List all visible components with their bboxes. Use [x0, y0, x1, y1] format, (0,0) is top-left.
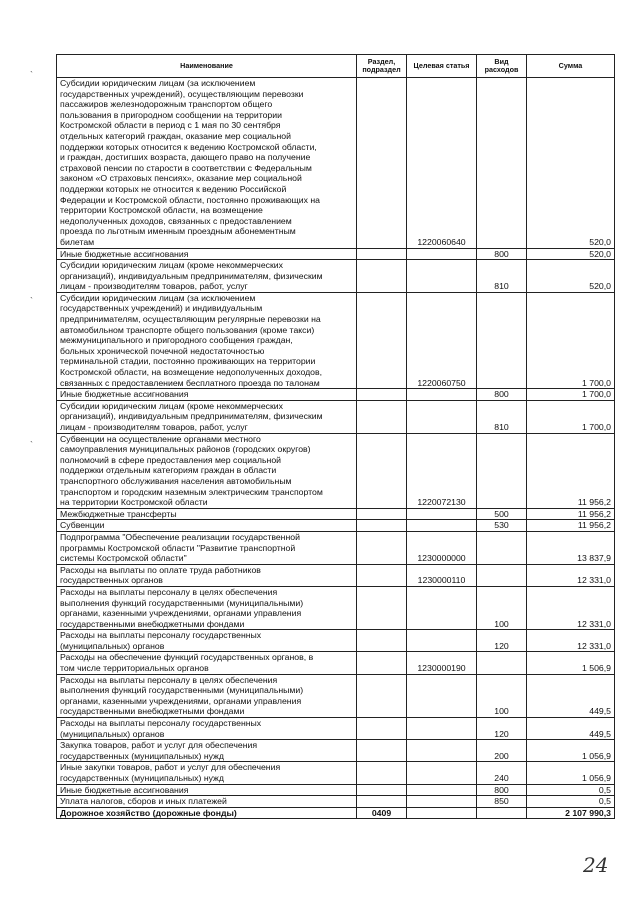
margin-mark: ` [30, 296, 33, 306]
cell-name: Расходы на обеспечение функций государственных органов, в том числе территориальных органов [57, 652, 357, 674]
cell-section: 0409 [357, 807, 407, 819]
cell-sum: 1 700,0 [527, 389, 615, 401]
cell-section [357, 630, 407, 652]
cell-kind [477, 78, 527, 249]
cell-kind [477, 564, 527, 586]
cell-article [407, 762, 477, 784]
header-sum: Сумма [527, 55, 615, 78]
cell-sum: 449,5 [527, 674, 615, 717]
table-row [57, 674, 615, 717]
cell-section [357, 586, 407, 629]
cell-section [357, 531, 407, 564]
table-row [57, 807, 615, 819]
page-number: 24 [583, 853, 609, 877]
cell-name: Иные бюджетные ассигнования [57, 784, 357, 796]
cell-sum: 520,0 [527, 78, 615, 249]
cell-section [357, 652, 407, 674]
cell-name: Субвенции [57, 520, 357, 532]
cell-article: 1220060640 [407, 78, 477, 249]
cell-article [407, 807, 477, 819]
cell-kind: 240 [477, 762, 527, 784]
cell-sum: 520,0 [527, 260, 615, 293]
table-row [57, 248, 615, 260]
cell-name: Субсидии юридическим лицам (за исключением государственных учреждений) и индивидуальным предпринимателям, осуществляющим регулярные перевозки на автомобильном транспорте общего пользования (кроме такси) межмуниципального и пригородного сообщения граждан, больных хронической почечной недостаточностью терминальной стадии, постоянно проживающих на территории Костромской области, на возмещение недополученных доходов, связанных с предоставлением бесплатного проезда по талонам [57, 292, 357, 388]
cell-article [407, 248, 477, 260]
table-row [57, 400, 615, 433]
cell-article [407, 520, 477, 532]
cell-kind [477, 433, 527, 508]
cell-kind: 800 [477, 389, 527, 401]
cell-name: Межбюджетные трансферты [57, 508, 357, 520]
cell-article [407, 674, 477, 717]
cell-name: Иные бюджетные ассигнования [57, 248, 357, 260]
cell-section [357, 508, 407, 520]
cell-article [407, 389, 477, 401]
cell-kind [477, 531, 527, 564]
table-header-row [57, 55, 615, 78]
cell-kind: 200 [477, 740, 527, 762]
cell-article [407, 400, 477, 433]
header-name: Наименование [57, 55, 357, 78]
cell-sum: 1 700,0 [527, 400, 615, 433]
cell-kind [477, 292, 527, 388]
cell-name: Закупка товаров, работ и услуг для обеспечения государственных (муниципальных) нужд [57, 740, 357, 762]
cell-kind: 500 [477, 508, 527, 520]
table-row [57, 531, 615, 564]
cell-name: Расходы на выплаты по оплате труда работников государственных органов [57, 564, 357, 586]
budget-table [56, 54, 615, 819]
cell-section [357, 389, 407, 401]
cell-kind [477, 807, 527, 819]
cell-section [357, 796, 407, 808]
cell-sum: 449,5 [527, 718, 615, 740]
cell-article: 1230000190 [407, 652, 477, 674]
cell-section [357, 400, 407, 433]
cell-article [407, 796, 477, 808]
cell-section [357, 248, 407, 260]
margin-mark: ` [30, 70, 33, 80]
cell-sum: 0,5 [527, 796, 615, 808]
cell-sum: 0,5 [527, 784, 615, 796]
cell-section [357, 718, 407, 740]
table-row [57, 586, 615, 629]
cell-sum: 1 700,0 [527, 292, 615, 388]
cell-kind: 850 [477, 796, 527, 808]
cell-section [357, 433, 407, 508]
table-row [57, 740, 615, 762]
cell-sum: 12 331,0 [527, 630, 615, 652]
table-row [57, 796, 615, 808]
cell-sum: 1 056,9 [527, 740, 615, 762]
cell-section [357, 762, 407, 784]
table-row [57, 292, 615, 388]
cell-sum: 12 331,0 [527, 586, 615, 629]
cell-name: Субсидии юридическим лицам (за исключением государственных учреждений), осуществляющим перевозки пассажиров железнодорожным транспортом общего пользования в пригородном сообщении на территории Костромской области в период с 1 мая по 30 сентября отдельных категорий граждан, оказание мер социальной поддержки которых относится к ведению Костромской области, и граждан, достигших возраста, дающего право на получение страховой пенсии по старости в соответствии с Федеральным законом «О страховых пенсиях», оказание мер социальной поддержки которых не относится к ведению Российской Федерации и Костромской области, постоянно проживающих на территории Костромской области, на возмещение недополученных доходов, связанных с предоставлением проезда по льготным именным проездным абонементным билетам [57, 78, 357, 249]
cell-sum: 11 956,2 [527, 520, 615, 532]
table-row [57, 784, 615, 796]
table-row [57, 564, 615, 586]
cell-name: Расходы на выплаты персоналу в целях обеспечения выполнения функций государственными (муниципальными) органами, казенными учреждениями, органами управления государственными внебюджетными фондами [57, 586, 357, 629]
cell-kind: 800 [477, 784, 527, 796]
table-row [57, 520, 615, 532]
table-row [57, 389, 615, 401]
cell-name: Расходы на выплаты персоналу государственных (муниципальных) органов [57, 630, 357, 652]
cell-name: Подпрограмма "Обеспечение реализации государственной программы Костромской области "Развитие транспортной системы Костромской области" [57, 531, 357, 564]
cell-kind: 100 [477, 586, 527, 629]
table-row [57, 652, 615, 674]
cell-kind: 800 [477, 248, 527, 260]
cell-kind: 810 [477, 260, 527, 293]
cell-section [357, 564, 407, 586]
cell-article [407, 586, 477, 629]
cell-section [357, 740, 407, 762]
cell-article [407, 718, 477, 740]
cell-sum: 1 506,9 [527, 652, 615, 674]
cell-name: Дорожное хозяйство (дорожные фонды) [57, 807, 357, 819]
cell-name: Иные закупки товаров, работ и услуг для обеспечения государственных (муниципальных) нужд [57, 762, 357, 784]
cell-section [357, 292, 407, 388]
cell-kind: 120 [477, 630, 527, 652]
cell-article [407, 260, 477, 293]
table-row [57, 508, 615, 520]
cell-sum: 12 331,0 [527, 564, 615, 586]
margin-mark: ` [30, 440, 33, 450]
table-row [57, 762, 615, 784]
cell-kind: 530 [477, 520, 527, 532]
cell-sum: 13 837,9 [527, 531, 615, 564]
cell-kind [477, 652, 527, 674]
cell-section [357, 78, 407, 249]
cell-sum: 520,0 [527, 248, 615, 260]
cell-section [357, 674, 407, 717]
cell-article: 1230000000 [407, 531, 477, 564]
cell-section [357, 260, 407, 293]
cell-name: Расходы на выплаты персоналу государственных (муниципальных) органов [57, 718, 357, 740]
cell-name: Субвенции на осуществление органами местного самоуправления муниципальных районов (городских округов) полномочий в сфере предоставления мер социальной поддержки отдельным категориям граждан в области транспортного обслуживания населения автомобильным транспортом и городским наземным электрическим транспортом на территории Костромской области [57, 433, 357, 508]
table-row [57, 260, 615, 293]
table-row [57, 78, 615, 249]
cell-section [357, 784, 407, 796]
cell-article: 1230000110 [407, 564, 477, 586]
cell-name: Иные бюджетные ассигнования [57, 389, 357, 401]
table-row [57, 433, 615, 508]
cell-article [407, 740, 477, 762]
header-section: Раздел, подраздел [357, 55, 407, 78]
cell-article [407, 630, 477, 652]
cell-sum: 1 056,9 [527, 762, 615, 784]
cell-name: Уплата налогов, сборов и иных платежей [57, 796, 357, 808]
cell-article [407, 508, 477, 520]
cell-name: Субсидии юридическим лицам (кроме некоммерческих организаций), индивидуальным предпринимателям, физическим лицам - производителям товаров, работ, услуг [57, 400, 357, 433]
header-kind: Вид расходов [477, 55, 527, 78]
cell-kind: 810 [477, 400, 527, 433]
cell-section [357, 520, 407, 532]
table-row [57, 718, 615, 740]
header-article: Целевая статья [407, 55, 477, 78]
cell-article: 1220060750 [407, 292, 477, 388]
cell-sum: 2 107 990,3 [527, 807, 615, 819]
cell-kind: 120 [477, 718, 527, 740]
table-row [57, 630, 615, 652]
cell-kind: 100 [477, 674, 527, 717]
cell-sum: 11 956,2 [527, 433, 615, 508]
cell-sum: 11 956,2 [527, 508, 615, 520]
cell-article [407, 784, 477, 796]
cell-name: Субсидии юридическим лицам (кроме некоммерческих организаций), индивидуальным предпринимателям, физическим лицам - производителям товаров, работ, услуг [57, 260, 357, 293]
cell-name: Расходы на выплаты персоналу в целях обеспечения выполнения функций государственными (муниципальными) органами, казенными учреждениями, органами управления государственными внебюджетными фондами [57, 674, 357, 717]
cell-article: 1220072130 [407, 433, 477, 508]
